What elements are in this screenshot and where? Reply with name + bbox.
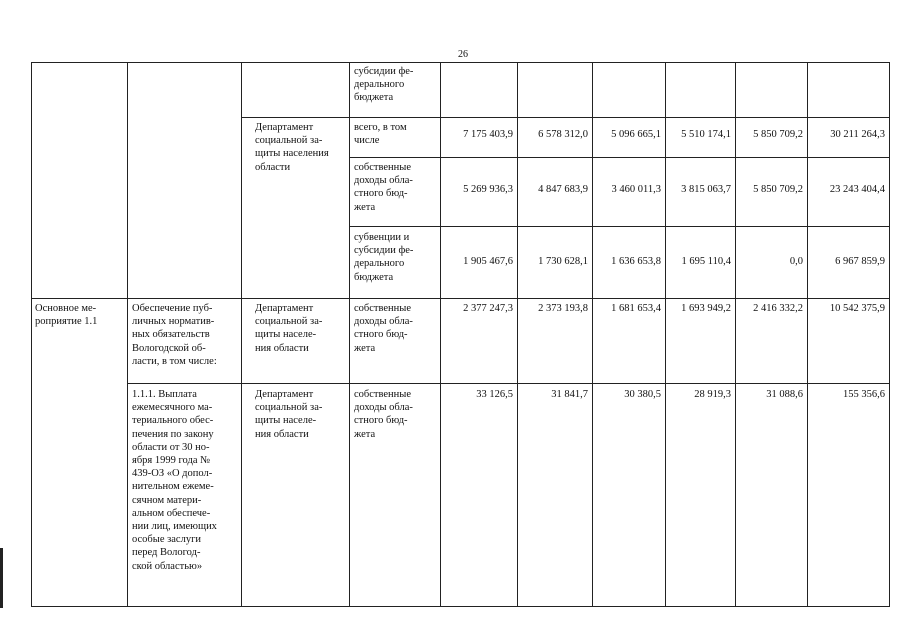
activity-name-cell: Обеспечение пуб- личных норматив- ных обязательств Вологодской об- ласти, в том числе: (132, 303, 217, 367)
amount-cell: 155 356,6 (843, 389, 885, 400)
status-cell: Основное ме- роприятие 1.1 (35, 303, 98, 328)
funding-source-cell: субсидии фе- дерального бюджета (354, 66, 414, 104)
table-vline (31, 62, 32, 606)
amount-cell: 30 380,5 (624, 389, 661, 400)
amount-cell: 31 841,7 (551, 389, 588, 400)
amount-cell: 6 578 312,0 (538, 129, 588, 140)
executor-cell: Департамент социальной за- щиты населе- ния области (255, 389, 323, 440)
row-divider (127, 383, 889, 384)
activity-name-cell: 1.1.1. Выплата ежемесячного ма- териального обес- печения по закону области от 30 но- ября 1999 года № 439-ОЗ «О допол- нительном ежеме- сячном матери- альном обеспече- нии лиц, имеющих особые заслуги перед Вологод- ской областью» (132, 389, 217, 572)
amount-cell: 5 269 936,3 (463, 184, 513, 195)
row-divider (241, 117, 889, 118)
scan-artifact (0, 548, 3, 608)
table-vline (349, 62, 350, 606)
table-vline (517, 62, 518, 606)
amount-cell: 30 211 264,3 (830, 129, 885, 140)
amount-cell: 1 693 949,2 (681, 303, 731, 314)
row-divider (349, 226, 889, 227)
amount-cell: 31 088,6 (766, 389, 803, 400)
amount-cell: 6 967 859,9 (835, 256, 885, 267)
executor-cell: Департамент социальной за- щиты населе- ния области (255, 303, 323, 354)
amount-cell: 1 730 628,1 (538, 256, 588, 267)
amount-cell: 5 850 709,2 (753, 184, 803, 195)
amount-cell: 2 416 332,2 (753, 303, 803, 314)
amount-cell: 2 373 193,8 (538, 303, 588, 314)
table-vline (889, 62, 890, 606)
executor-cell: Департамент социальной за- щиты населения области (255, 122, 329, 173)
table-vline (127, 62, 128, 606)
table-vline (665, 62, 666, 606)
table-vline (807, 62, 808, 606)
page-number: 26 (458, 49, 468, 60)
funding-source-cell: всего, в том числе (354, 122, 407, 147)
table-vline (735, 62, 736, 606)
table-vline (440, 62, 441, 606)
amount-cell: 23 243 404,4 (829, 184, 885, 195)
amount-cell: 2 377 247,3 (463, 303, 513, 314)
amount-cell: 10 542 375,9 (829, 303, 885, 314)
funding-source-cell: субвенции и субсидии фе- дерального бюджета (354, 232, 414, 283)
row-divider (349, 157, 889, 158)
amount-cell: 33 126,5 (476, 389, 513, 400)
table-vline (241, 62, 242, 606)
amount-cell: 1 695 110,4 (681, 256, 731, 267)
row-divider (31, 298, 889, 299)
funding-source-cell: собственные доходы обла- стного бюд- жета (354, 162, 413, 213)
amount-cell: 4 847 683,9 (538, 184, 588, 195)
amount-cell: 28 919,3 (694, 389, 731, 400)
funding-source-cell: собственные доходы обла- стного бюд- жета (354, 389, 413, 440)
amount-cell: 3 460 011,3 (611, 184, 661, 195)
table-bottom-border (31, 606, 890, 607)
amount-cell: 3 815 063,7 (681, 184, 731, 195)
table-vline (592, 62, 593, 606)
funding-source-cell: собственные доходы обла- стного бюд- жета (354, 303, 413, 354)
amount-cell: 1 905 467,6 (463, 256, 513, 267)
amount-cell: 1 636 653,8 (611, 256, 661, 267)
amount-cell: 5 096 665,1 (611, 129, 661, 140)
amount-cell: 0,0 (789, 256, 803, 267)
amount-cell: 1 681 653,4 (611, 303, 661, 314)
amount-cell: 5 510 174,1 (681, 129, 731, 140)
table-top-border (31, 62, 890, 63)
amount-cell: 7 175 403,9 (463, 129, 513, 140)
amount-cell: 5 850 709,2 (753, 129, 803, 140)
